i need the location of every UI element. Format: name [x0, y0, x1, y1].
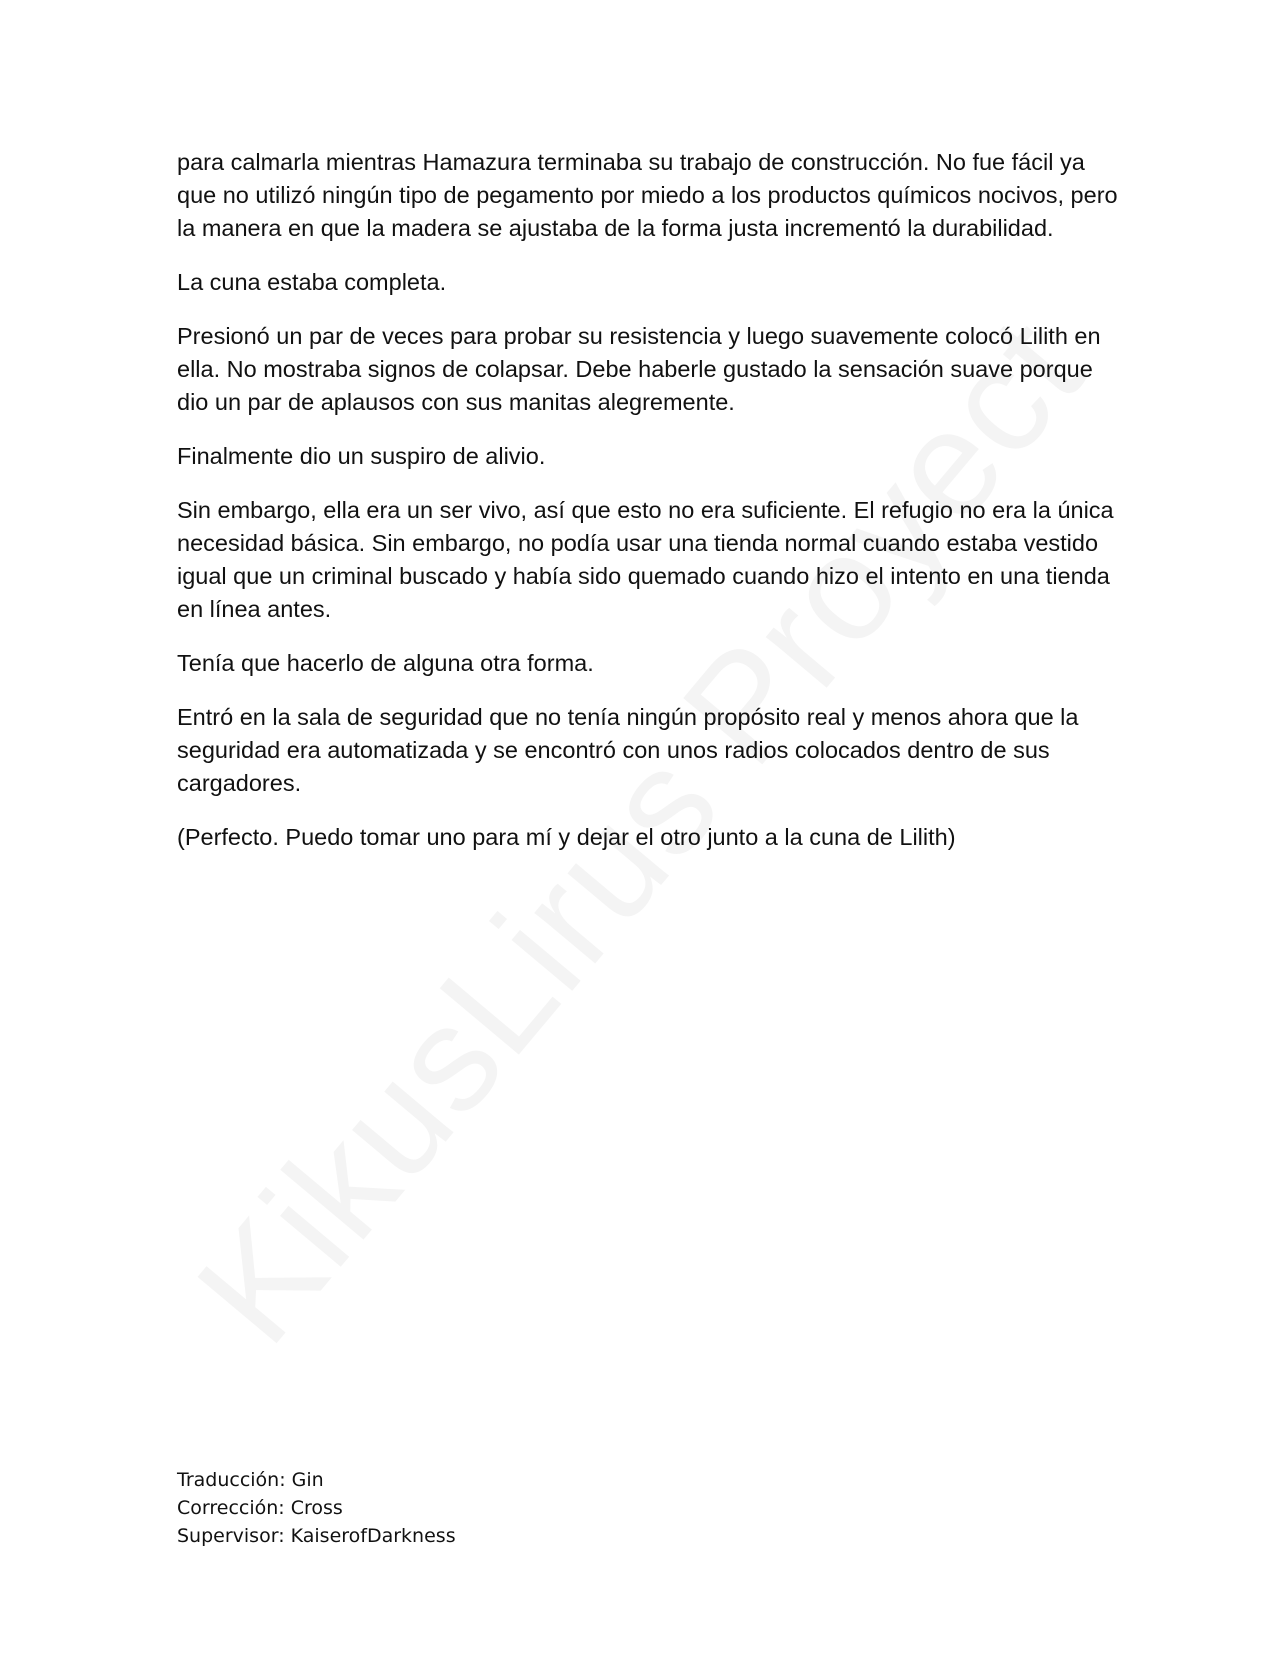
paragraph: (Perfecto. Puedo tomar uno para mí y dejar el otro junto a la cuna de Lilith) [177, 824, 956, 850]
paragraph: La cuna estaba completa. [177, 269, 447, 295]
paragraph: Tenía que hacerlo de alguna otra forma. [177, 650, 594, 676]
credit-correction: Corrección: Cross [177, 1497, 343, 1519]
paragraph: Sin embargo, ella era un ser vivo, así que esto no era suficiente. El refugio no era la única necesidad básica. Sin embargo, no podía usar una tienda normal cuando estaba vestido igual que un criminal buscado y había sido quemado cuando hizo el intento en una tienda en línea antes. [177, 497, 1114, 622]
credit-translation: Traducción: Gin [177, 1469, 324, 1491]
credits [177, 1466, 456, 1550]
body-text [177, 146, 1122, 875]
paragraph: Finalmente dio un suspiro de alivio. [177, 443, 546, 469]
paragraph: Presionó un par de veces para probar su resistencia y luego suavemente colocó Lilith en ella. No mostraba signos de colapsar. Debe haberle gustado la sensación suave porque dio un par de aplausos con sus manitas alegremente. [177, 323, 1101, 415]
credit-supervisor: Supervisor: KaiserofDarkness [177, 1525, 456, 1547]
paragraph: Entró en la sala de seguridad que no tenía ningún propósito real y menos ahora que la seguridad era automatizada y se encontró con unos radios colocados dentro de sus cargadores. [177, 704, 1079, 796]
paragraph: para calmarla mientras Hamazura terminaba su trabajo de construcción. No fue fácil ya que no utilizó ningún tipo de pegamento por miedo a los productos químicos nocivos, pero la manera en que la madera se ajustaba de la forma justa incrementó la durabilidad. [177, 149, 1118, 241]
